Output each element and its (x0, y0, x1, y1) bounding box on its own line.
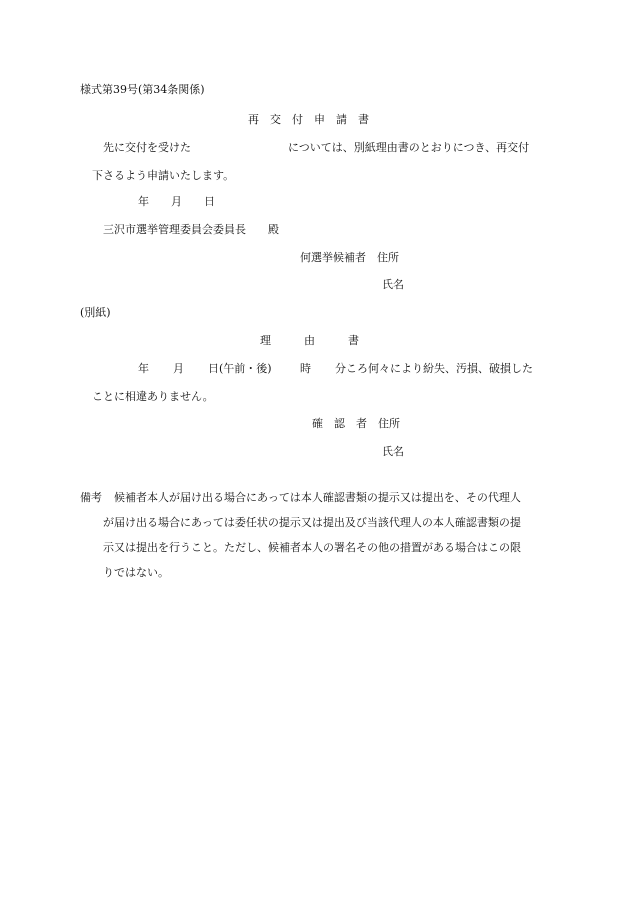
form-number: 様式第39号(第34条関係) (80, 83, 205, 96)
reason-text-line2: ことに相違ありません。 (92, 390, 214, 403)
applicant-name-label: 氏名 (382, 278, 404, 291)
notes-line-2: が届け出る場合にあっては委任状の提示又は提出及び当該代理人の本人確認書類の提 (103, 516, 521, 529)
intro-text-end: については、別紙理由書のとおりにつき、再交付 (288, 141, 530, 154)
reason-text-line1: 分ころ何々により紛失、汚損、破損した (335, 362, 533, 375)
intro-text-start: 先に交付を受けた (103, 141, 191, 154)
reason-hour: 時 (300, 362, 311, 375)
application-date: 年 月 日 (138, 195, 215, 208)
notes-line-1: 候補者本人が届け出る場合にあっては本人確認書類の提示又は提出を、その代理人 (114, 491, 521, 504)
notes-line-4: りではない。 (103, 566, 169, 579)
attachment-label: (別紙) (80, 306, 111, 319)
notes-label: 備考 (80, 491, 102, 504)
applicant-address-label: 何選挙候補者 住所 (300, 251, 399, 264)
reason-day: 日(午前・後) (208, 362, 272, 375)
document-title: 再 交 付 申 請 書 (248, 113, 369, 126)
intro-text-line2: 下さるよう申請いたします。 (92, 169, 235, 182)
notes-line-3: 示又は提出を行うこと。ただし、候補者本人の署名その他の措置がある場合はこの限 (103, 541, 521, 554)
reason-title: 理 由 書 (260, 334, 359, 347)
confirmer-name-label: 氏名 (382, 445, 404, 458)
confirmer-address-label: 確 認 者 住所 (312, 417, 400, 430)
reason-month: 月 (173, 362, 184, 375)
reason-year: 年 (138, 362, 149, 375)
addressee: 三沢市選挙管理委員会委員長 殿 (103, 223, 279, 236)
